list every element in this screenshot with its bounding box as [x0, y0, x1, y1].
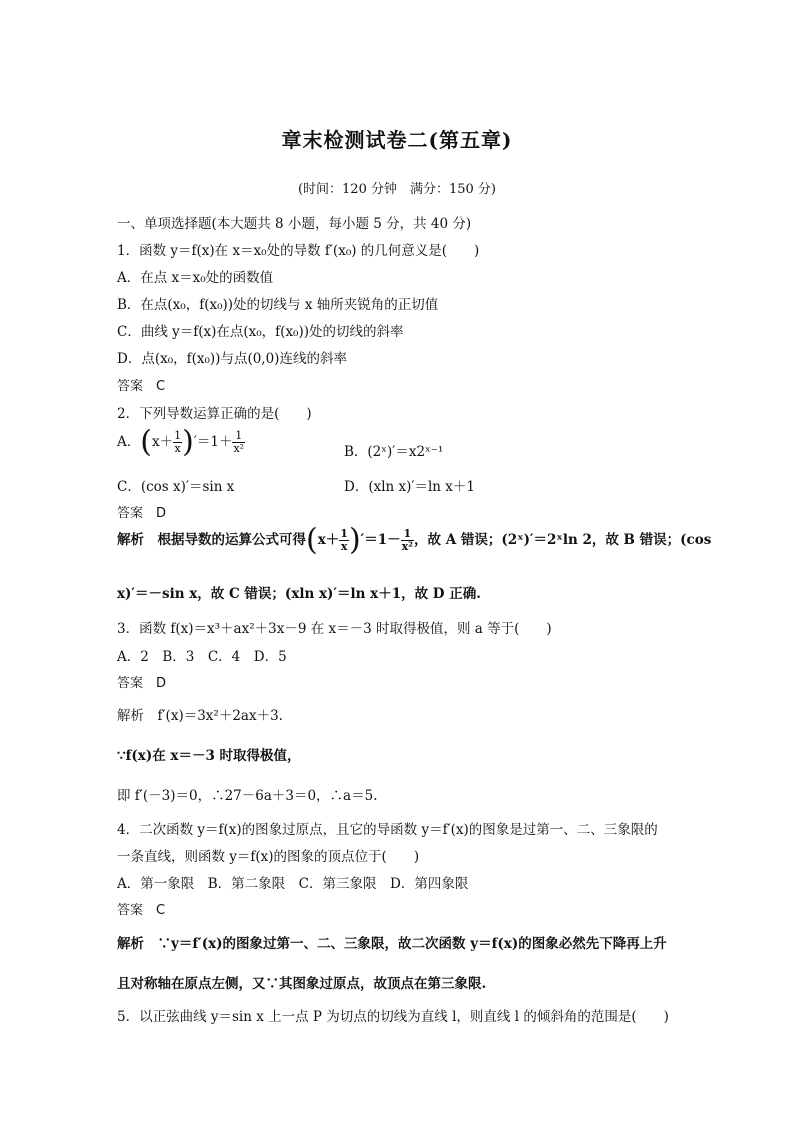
q2-stem: 2．下列导数运算正确的是( ) [117, 406, 312, 422]
left-paren: ( [306, 522, 318, 558]
fraction-numerator: 1 [401, 528, 414, 541]
q4-stem-1: 4．二次函数 y＝f(x)的图象过原点，且它的导函数 y＝f′(x)的图象是过第一、二、三象限的 [117, 822, 658, 838]
q2-option-d: D．(xln x)′＝ln x＋1 [344, 479, 475, 495]
fraction [339, 528, 349, 553]
q3-stem: 3．函数 f(x)＝x³＋ax²＋3x－9 在 x＝－3 时取得极值，则 a 等于( ) [117, 621, 552, 637]
q4-options: A．第一象限 B．第二象限 C．第三象限 D．第四象限 [117, 876, 469, 892]
q2-option-c: C．(cos x)′＝sin x [117, 479, 235, 495]
q2-option-b: B．(2ˣ)′＝x2ˣ⁻¹ [344, 444, 444, 460]
q3-options: A．2 B．3 C．4 D．5 [117, 649, 287, 665]
page-title: 章末检测试卷二(第五章) [281, 128, 513, 152]
q2-analysis-x: x＋ [317, 532, 340, 549]
q1-option-d: D．点(x₀，f(x₀))与点(0,0)连线的斜率 [117, 351, 347, 367]
q1-option-b: B．在点(x₀，f(x₀))处的切线与 x 轴所夹锐角的正切值 [117, 297, 439, 313]
q2-analysis-pre: 解析 根据导数的运算公式可得 [117, 532, 306, 549]
fraction-denominator: x [340, 540, 348, 554]
q2-option-a-mid: ′＝1＋ [193, 434, 233, 451]
q4-analysis-1: 解析 ∵y＝f′(x)的图象过第一、二、三象限，故二次函数 y＝f(x)的图象必然先下降再上升 [117, 936, 667, 952]
q3-analysis-2: ∵f(x)在 x＝－3 时取得极值， [117, 748, 301, 764]
q2-analysis-mid: ′＝1－ [360, 532, 401, 549]
q2-option-a [117, 424, 245, 460]
q2-analysis-post: ，故 A 错误；(2ˣ)′＝2ˣln 2，故 B 错误；(cos [414, 532, 712, 549]
fraction-numerator: 1 [232, 430, 245, 443]
section-heading: 一、单项选择题(本大题共 8 小题，每小题 5 分，共 40 分) [117, 216, 472, 232]
fraction-denominator: x [174, 442, 181, 456]
fraction [401, 528, 414, 553]
q3-analysis-3: 即 f′(－3)＝0，∴27－6a＋3＝0，∴a＝5. [117, 788, 378, 804]
q1-stem: 1．函数 y＝f(x)在 x＝x₀处的导数 f′(x₀) 的几何意义是( ) [117, 243, 480, 259]
q4-stem-2: 一条直线，则函数 y＝f(x)的图象的顶点位于( ) [117, 849, 420, 865]
exam-info: (时间：120 分钟 满分：150 分) [297, 182, 497, 197]
q5-stem: 5．以正弦曲线 y＝sin x 上一点 P 为切点的切线为直线 l，则直线 l 的倾斜角的范围是( ) [117, 1009, 669, 1025]
right-paren: ) [182, 424, 194, 460]
q2-option-a-x: x＋ [151, 434, 174, 451]
right-paren: ) [348, 522, 361, 558]
fraction-numerator: 1 [340, 527, 348, 540]
fraction-denominator: x² [401, 540, 413, 554]
fraction-numerator: 1 [174, 429, 182, 442]
q2-answer: 答案 D [117, 506, 167, 521]
left-paren: ( [140, 424, 152, 460]
fraction-denominator: x² [233, 442, 245, 456]
q3-analysis-1: 解析 f′(x)＝3x²＋2ax＋3. [117, 708, 283, 724]
q2-analysis [117, 522, 712, 558]
q1-answer: 答案 C [117, 379, 166, 394]
fraction [173, 430, 182, 455]
q1-option-a: A．在点 x＝x₀处的函数值 [117, 270, 274, 286]
q1-option-c: C．曲线 y＝f(x)在点(x₀，f(x₀))处的切线的斜率 [117, 324, 404, 340]
q2-option-a-prefix: A． [117, 434, 141, 451]
q4-analysis-2: 且对称轴在原点左侧，又∵其图象过原点，故顶点在第三象限. [117, 976, 487, 992]
q2-analysis-line2: x)′＝－sin x，故 C 错误；(xln x)′＝ln x＋1，故 D 正确. [117, 586, 481, 602]
q4-answer: 答案 C [117, 903, 166, 918]
q3-answer: 答案 D [117, 676, 167, 691]
fraction [232, 430, 245, 455]
